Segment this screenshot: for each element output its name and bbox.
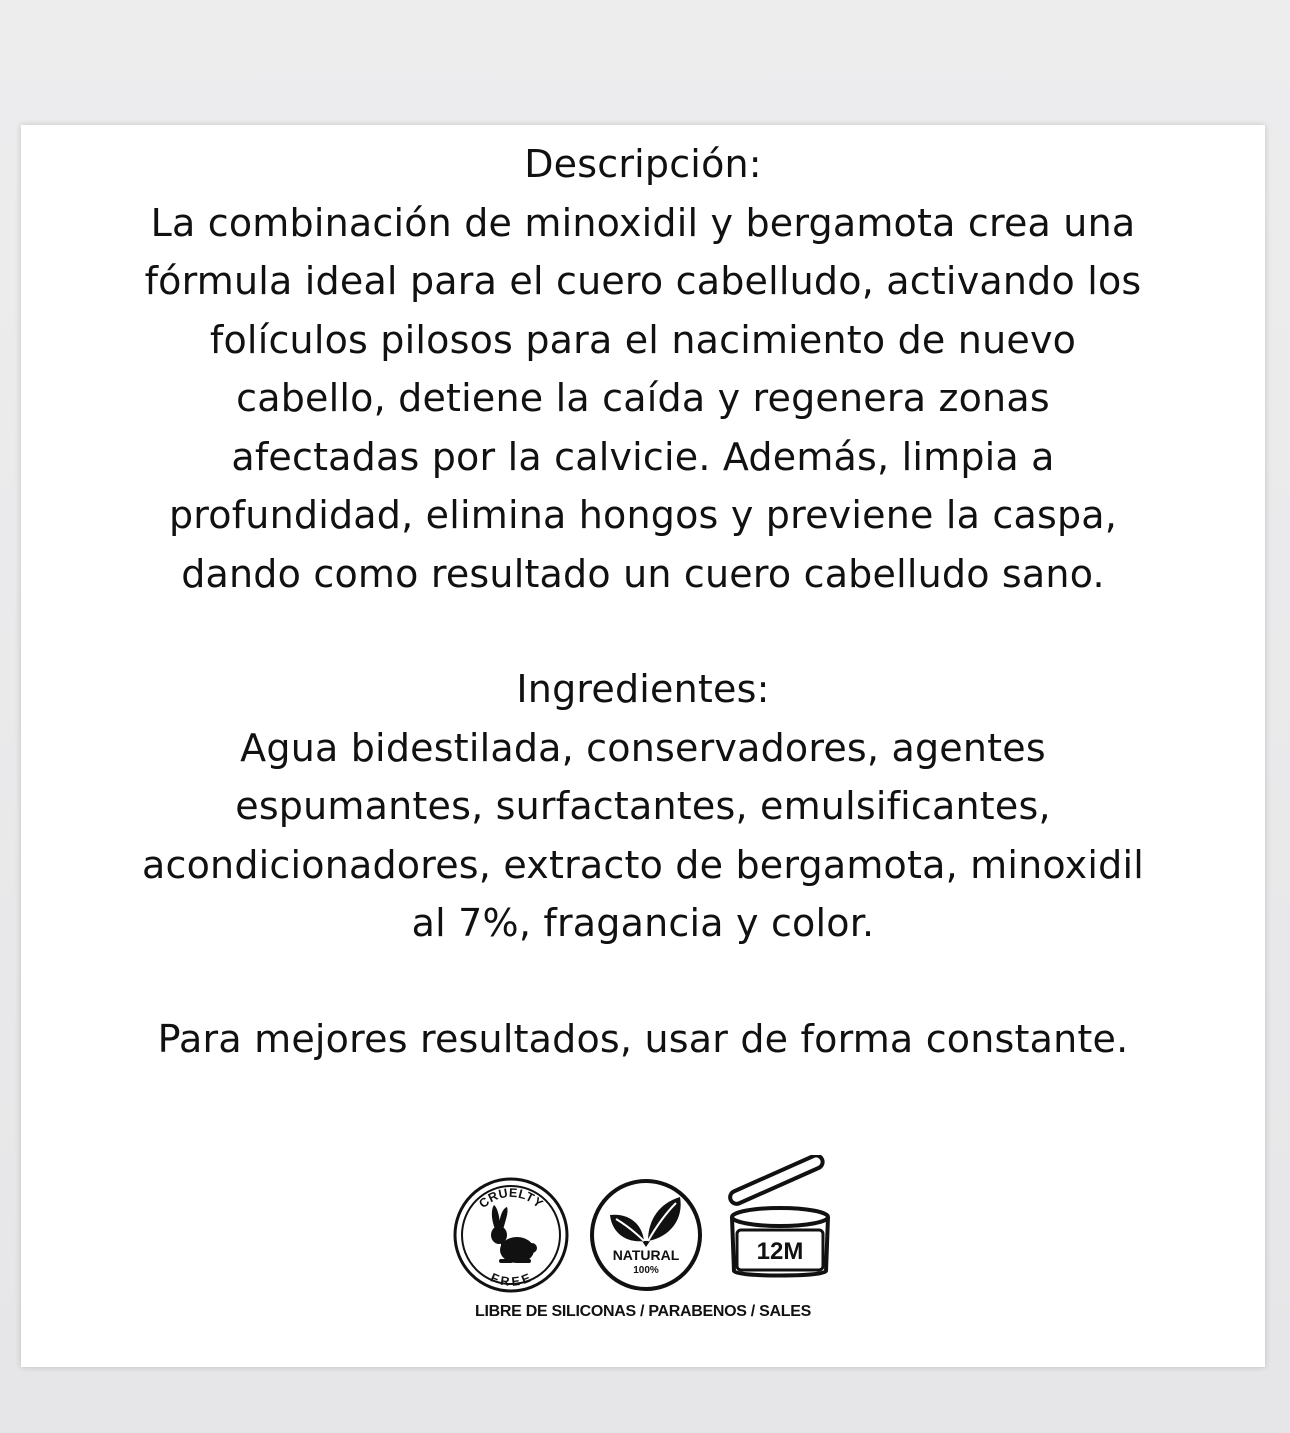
ingredients-line: acondicionadores, extracto de bergamota, minoxidil	[142, 842, 1144, 887]
usage-note	[21, 1010, 1265, 1069]
pao-badge-label: 12M	[756, 1238, 804, 1265]
description-line: La combinación de minoxidil y bergamota crea una	[150, 200, 1136, 245]
description-section	[21, 135, 1265, 603]
description-heading: Descripción:	[524, 142, 762, 186]
usage-note-text: Para mejores resultados, usar de forma constante.	[157, 1017, 1129, 1061]
cruelty-badge-top-text: CRUELTY	[476, 1185, 546, 1211]
natural-badge-percent: 100%	[633, 1265, 659, 1276]
svg-text:CRUELTY	[476, 1186, 546, 1211]
cruelty-free-badge	[451, 1175, 571, 1295]
description-line: dando como resultado un cuero cabelludo sano.	[181, 551, 1105, 596]
ingredients-section	[21, 660, 1265, 953]
ingredients-line: Agua bidestilada, conservadores, agentes	[240, 725, 1046, 770]
rabbit-icon	[491, 1205, 537, 1263]
natural-badge-label: NATURAL	[612, 1247, 680, 1263]
description-line: folículos pilosos para el nacimiento de nuevo	[209, 317, 1077, 362]
description-line: profundidad, elimina hongos y previene la caspa,	[168, 493, 1118, 537]
product-info-card	[21, 125, 1265, 1367]
description-line: fórmula ideal para el cuero cabelludo, activando los	[144, 259, 1142, 303]
ingredients-line: espumantes, surfactantes, emulsificantes,	[235, 784, 1051, 828]
description-line: cabello, detiene la caída y regenera zonas	[236, 376, 1050, 420]
description-line: afectadas por la calvicie. Además, limpia a	[231, 434, 1055, 479]
free-from-label: LIBRE DE SILICONAS / PARABENOS / SALES	[475, 1303, 811, 1320]
ingredients-heading: Ingredientes:	[516, 667, 770, 711]
badge-row	[451, 1155, 841, 1295]
ingredients-line: al 7%, fragancia y color.	[411, 901, 875, 945]
pao-badge	[719, 1155, 841, 1287]
natural-badge	[586, 1175, 706, 1295]
cruelty-badge-bottom-text: FREE	[488, 1270, 534, 1290]
svg-text:FREE	[488, 1270, 533, 1289]
